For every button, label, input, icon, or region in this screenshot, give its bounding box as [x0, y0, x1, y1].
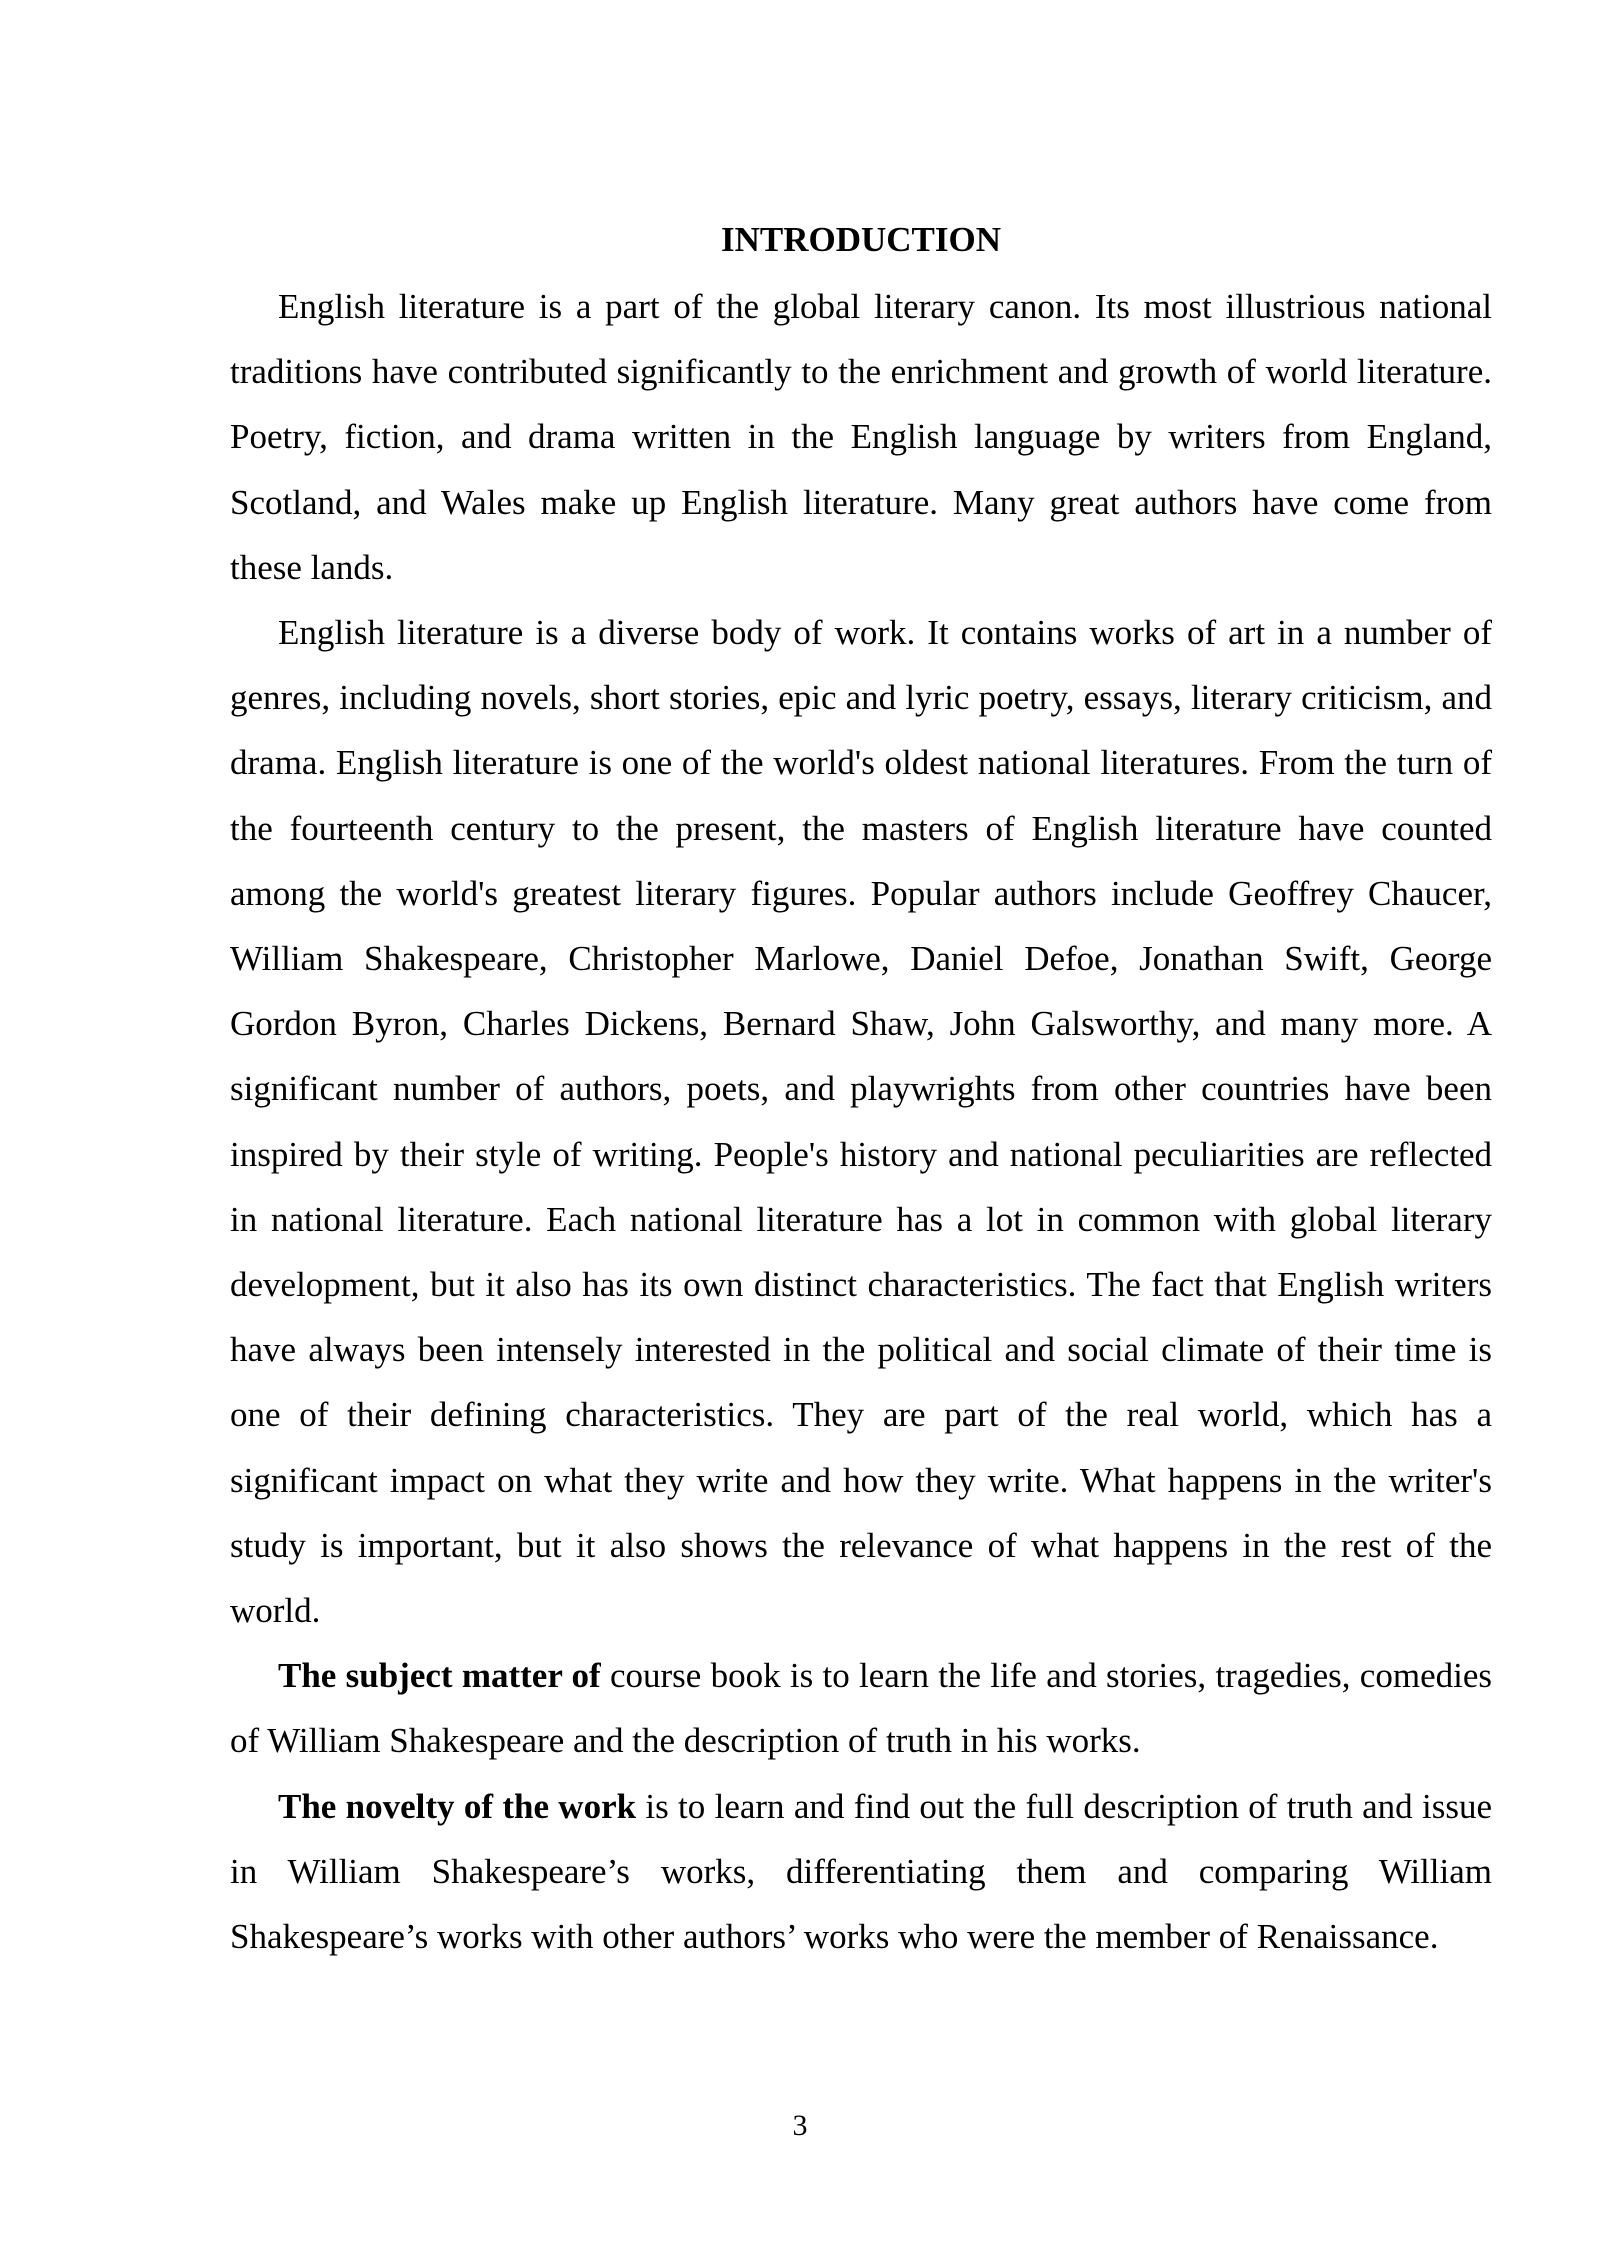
- page-number: 3: [792, 2109, 808, 2142]
- paragraph-intro: English literature is a part of the global literary canon. Its most illustrious national traditions have contributed significantly to the enrichment and growth of world literature. Poetry, fiction, and drama written in the English language by writers from England, Scotland, and Wales make up English literature. Many great authors have come from these lands.: [230, 287, 1492, 587]
- page-content: [230, 212, 1492, 1969]
- novelty-text: is to learn and find out the full description of truth and issue in William Shakespeare’s works, differentiating them and comparing William Shakespeare’s works with other authors’ works who were the member of Renaissance.: [230, 1786, 1492, 1957]
- paragraph-body: English literature is a diverse body of work. It contains works of art in a number of genres, including novels, short stories, epic and lyric poetry, essays, literary criticism, and drama. English literature is one of the world's oldest national literatures. From the turn of the fourteenth century to the present, the masters of English literature have counted among the world's greatest literary figures. Popular authors include Geoffrey Chaucer, William Shakespeare, Christopher Marlowe, Daniel Defoe, Jonathan Swift, George Gordon Byron, Charles Dickens, Bernard Shaw, John Galsworthy, and many more. A significant number of authors, poets, and playwrights from other countries have been inspired by their style of writing. People's history and national peculiarities are reflected in national literature. Each national literature has a lot in common with global literary development, but it also has its own distinct characteristics. The fact that English writers have always been intensely interested in the political and social climate of their time is one of their defining characteristics. They are part of the real world, which has a significant impact on what they write and how they write. What happens in the writer's study is important, but it also shows the relevance of what happens in the rest of the world.: [230, 613, 1492, 1631]
- novelty-label: The novelty of the work: [278, 1786, 637, 1826]
- paragraph-novelty: [230, 1774, 1492, 1970]
- subject-matter-text: course book is to learn the life and stories, tragedies, comedies of William Shakespeare and the description of truth in his works.: [230, 1656, 1492, 1761]
- paragraph-subject-matter: [230, 1643, 1492, 1773]
- page-title: INTRODUCTION: [720, 220, 1002, 259]
- subject-matter-label: The subject matter of: [278, 1656, 601, 1696]
